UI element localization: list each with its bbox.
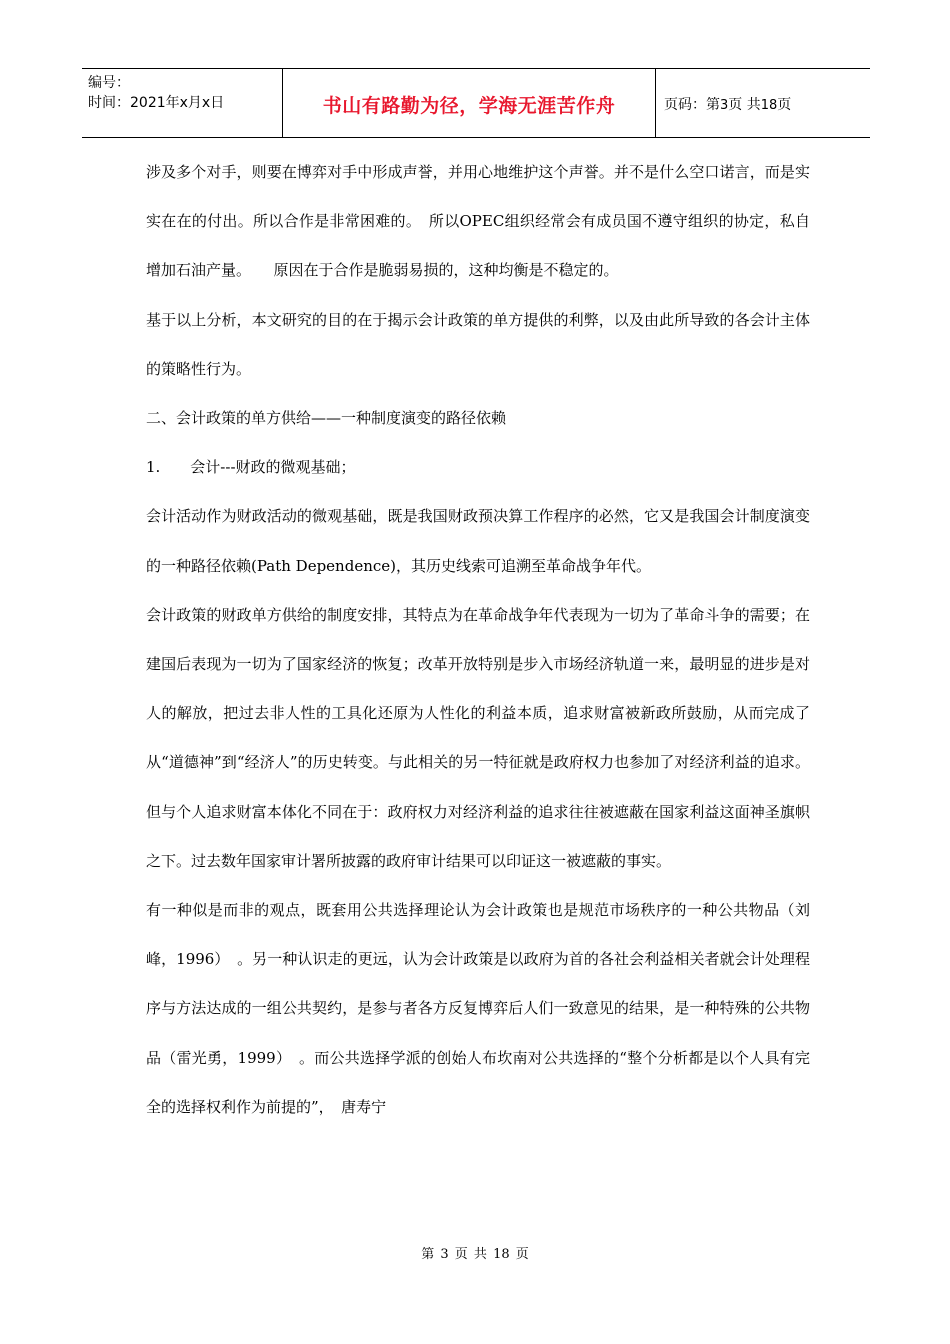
document-body (146, 148, 810, 1132)
header-motto: 书山有路勤为径，学海无涯苦作舟 (322, 95, 616, 117)
header-page-number (664, 94, 791, 114)
subsection-heading: 1. 会计---财政的微观基础； (146, 458, 356, 477)
header-meta (88, 73, 278, 113)
page-middle: 页 共 (728, 97, 761, 113)
time-label: 时间：2021年x月x日 (88, 95, 225, 111)
page-current: 3 (720, 98, 729, 113)
page-suffix: 页 (777, 97, 792, 113)
page-prefix: 页码：第 (664, 97, 720, 113)
section-heading: 二、会计政策的单方供给——一种制度演变的路径依赖 (146, 409, 507, 428)
footer-total: 18 (493, 1247, 510, 1262)
paragraph: 有一种似是而非的观点，既套用公共选择理论认为会计政策也是规范市场秩序的一种公共物品（刘峰，1996） 。另一种认识走的更远，认为会计政策是以政府为首的各社会利益相关者就会计处理程序与方法达成的一组公共契约，是参与者各方反复博弈后人们一致意见的结果，是一种特殊的公共物品（雷光勇，1999） 。而公共选择学派的创始人布坎南对公共选择的“整个分析都是以个人具有完全的选择权利作为前提的”， 唐寿宁 (146, 901, 810, 1116)
footer-prefix: 第 (421, 1247, 435, 1262)
paragraph: 涉及多个对手，则要在博弈对手中形成声誉，并用心地维护这个声誉。并不是什么空口诺言，而是实实在在的付出。所以合作是非常困难的。 所以OPEC组织经常会有成员国不遵守组织的协定，私自增加石油产量。 原因在于合作是脆弱易损的，这种均衡是不稳定的。 (146, 163, 810, 280)
paragraph: 会计活动作为财政活动的微观基础，既是我国财政预决算工作程序的必然，它又是我国会计制度演变的一种路径依赖(Path Dependence)，其历史线索可追溯至革命战争年代。 (146, 507, 810, 575)
header-divider (655, 69, 656, 137)
page-footer (0, 1243, 950, 1262)
page-header (82, 68, 870, 138)
page-total: 18 (760, 98, 778, 113)
footer-current: 3 (440, 1247, 449, 1262)
footer-suffix: 页 (515, 1247, 529, 1262)
footer-middle: 页 共 (454, 1247, 487, 1262)
paragraph: 会计政策的财政单方供给的制度安排，其特点为在革命战争年代表现为一切为了革命斗争的需要；在建国后表现为一切为了国家经济的恢复；改革开放特别是步入市场经济轨道一来，最明显的进步是对人的解放，把过去非人性的工具化还原为人性化的利益本质，追求财富被新政所鼓励，从而完成了从“道德神”到“经济人”的历史转变。与此相关的另一特征就是政府权力也参加了对经济利益的追求。但与个人追求财富本体化不同在于：政府权力对经济利益的追求往往被遮蔽在国家利益这面神圣旗帜之下。过去数年国家审计署所披露的政府审计结果可以印证这一被遮蔽的事实。 (146, 605, 810, 870)
paragraph: 基于以上分析，本文研究的目的在于揭示会计政策的单方提供的利弊，以及由此所导致的各会计主体的策略性行为。 (146, 310, 810, 378)
serial-label: 编号： (88, 75, 130, 91)
